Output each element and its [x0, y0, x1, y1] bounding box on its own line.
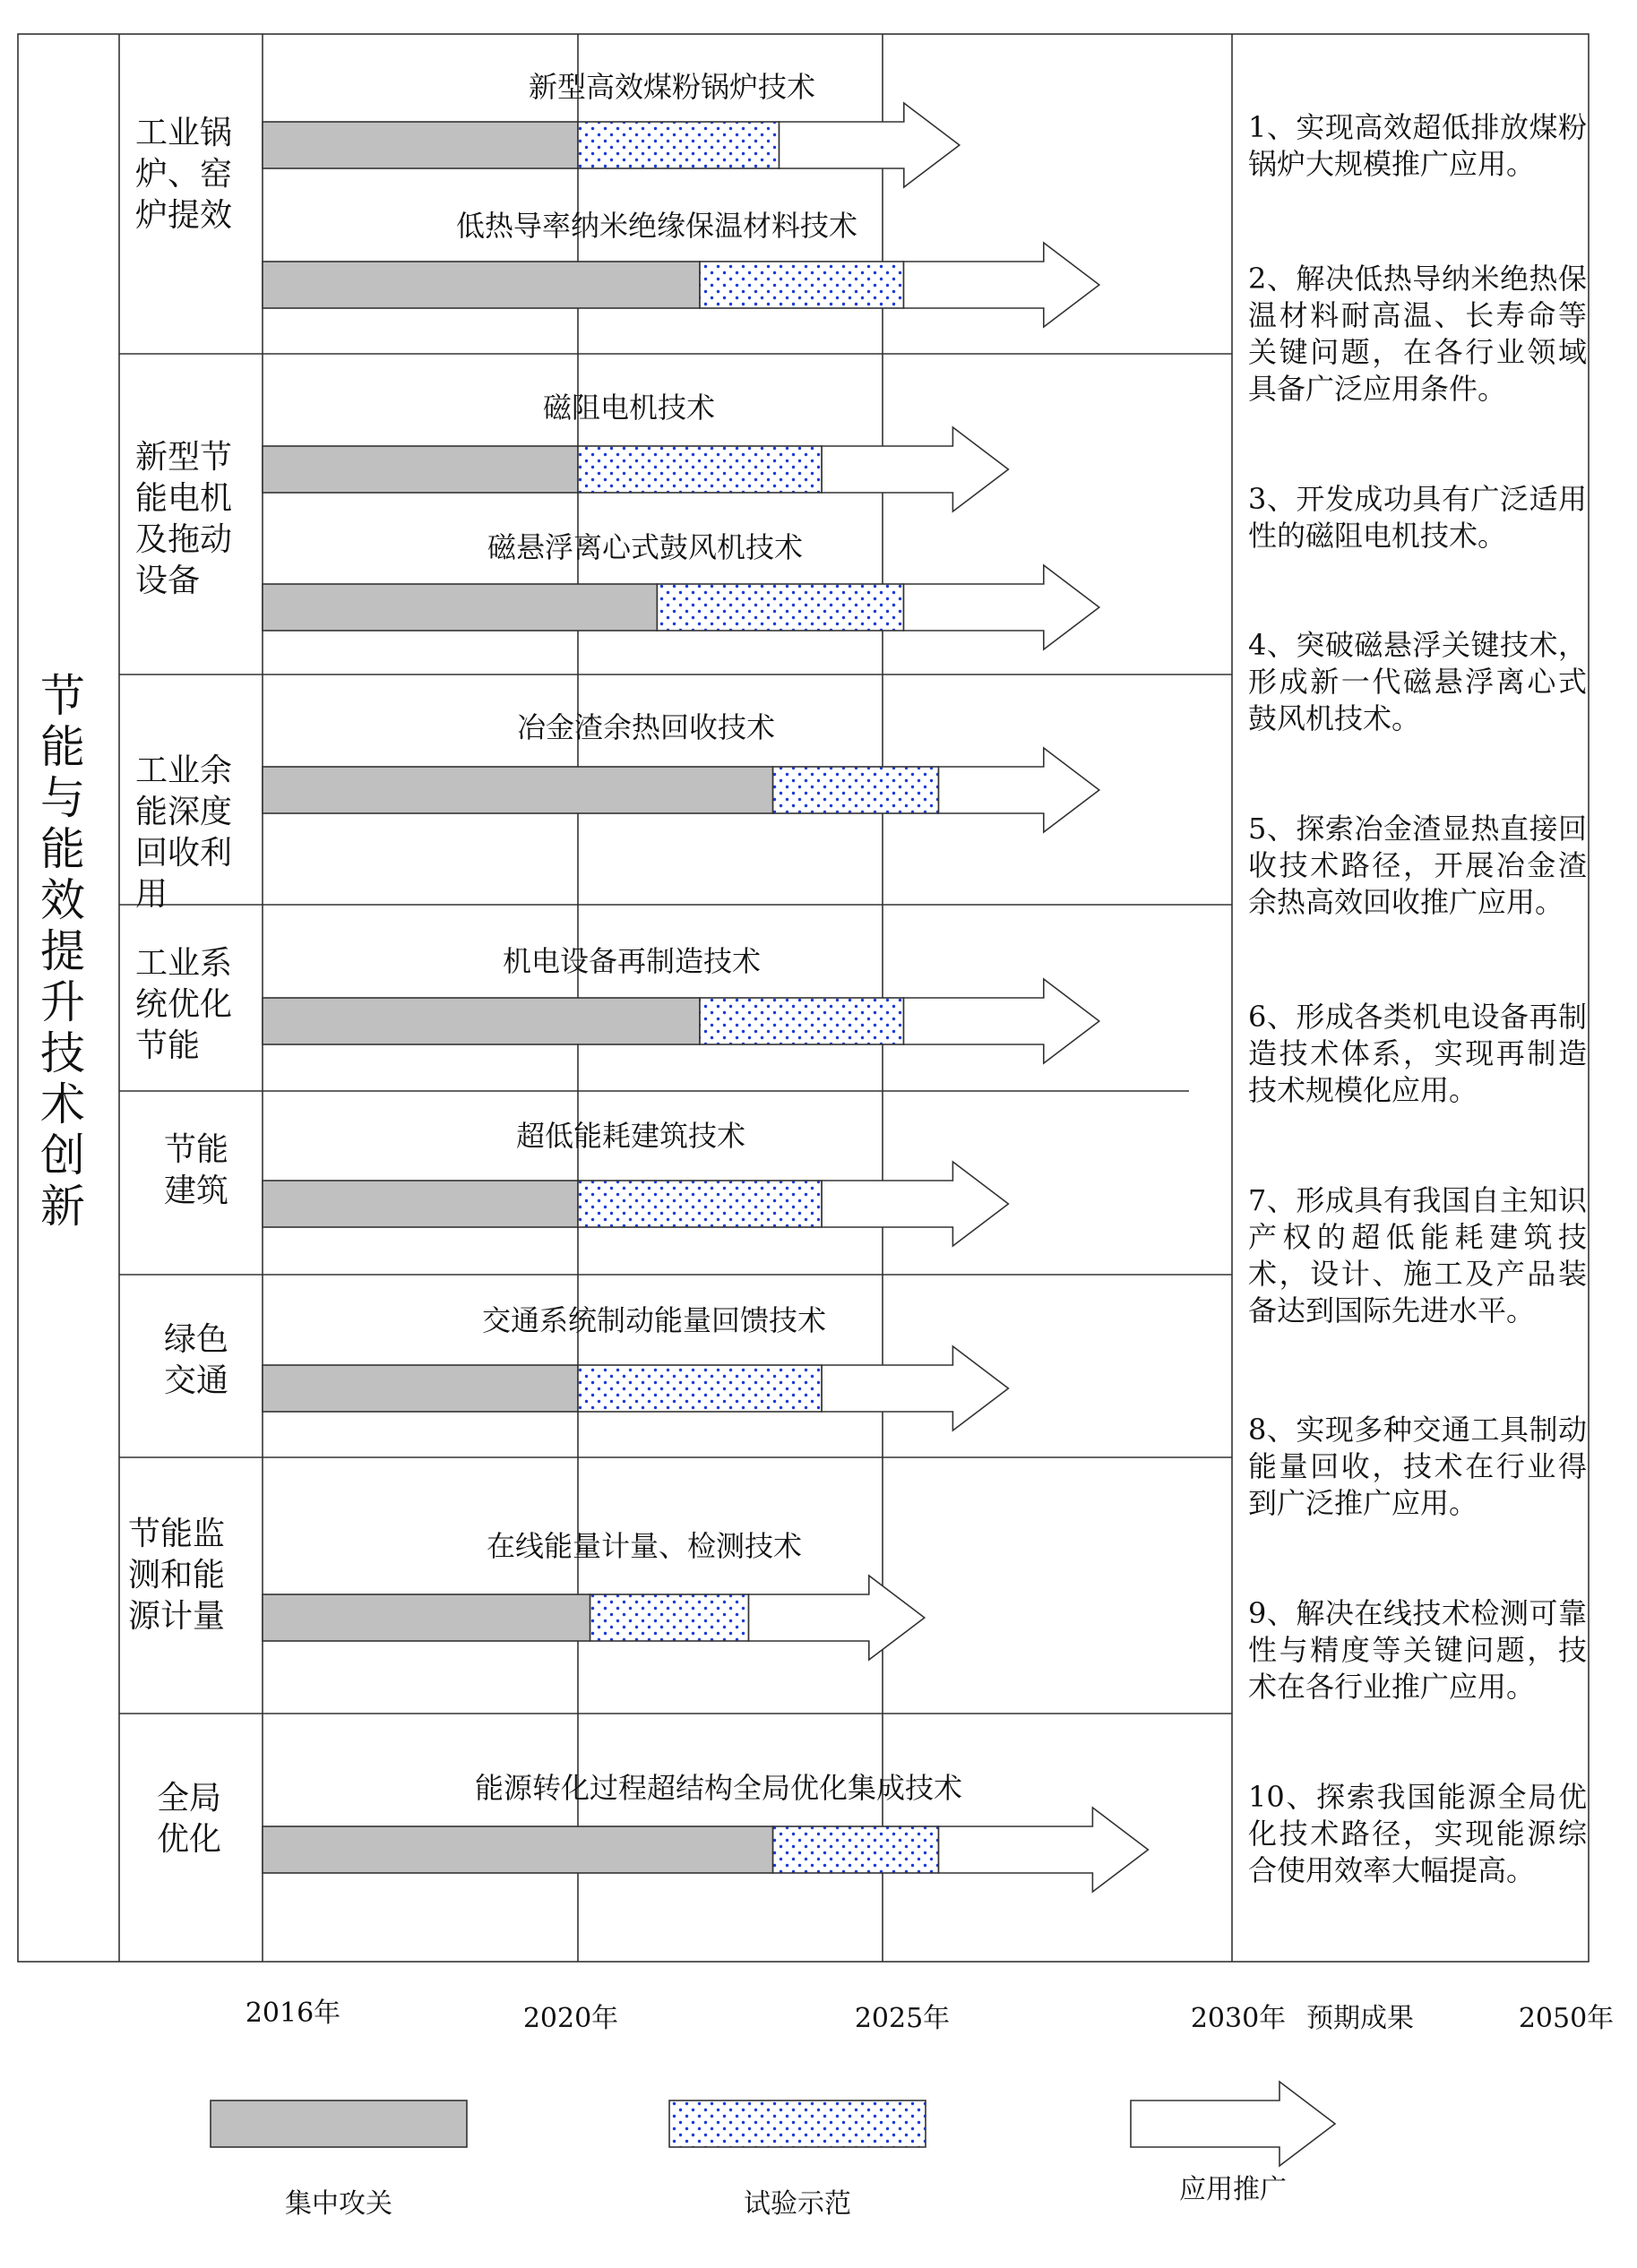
category-label-line: 全局	[157, 1780, 222, 1817]
focus-bar	[263, 446, 578, 493]
year-axis-label: 2050年	[1518, 2003, 1615, 2034]
category-label-line: 优化	[157, 1821, 222, 1858]
technology-bar-group	[263, 1808, 1148, 1892]
category-label-line: 能深度	[135, 794, 233, 830]
main-title-char: 升	[40, 976, 85, 1028]
category-label-line: 节能	[135, 1027, 201, 1064]
category-label-line: 设备	[135, 563, 201, 599]
technology-label: 磁悬浮离心式鼓风机技术	[487, 530, 804, 564]
main-title-char: 提	[40, 925, 85, 977]
technology-bar-group	[263, 979, 1099, 1063]
technology-label: 磁阻电机技术	[542, 391, 716, 425]
outcome-item: 4、突破磁悬浮关键技术，形成新一代磁悬浮离心式鼓风机技术。	[1248, 628, 1587, 735]
main-title-char: 节	[40, 670, 85, 722]
category-label-line: 回收利	[135, 835, 233, 872]
technology-bar-group	[263, 243, 1099, 327]
category-label	[135, 943, 232, 1067]
category-label	[135, 751, 232, 915]
demo-bar	[578, 446, 822, 493]
promotion-arrow	[938, 1808, 1148, 1892]
main-title-char: 能	[40, 823, 85, 875]
demo-bar	[578, 122, 779, 168]
demo-bar	[590, 1594, 749, 1641]
year-axis-label: 2016年	[245, 1997, 341, 2029]
focus-bar	[263, 1181, 578, 1227]
promotion-arrow	[748, 1576, 924, 1660]
focus-bar	[263, 998, 700, 1044]
demo-bar	[700, 262, 903, 308]
outcome-item: 3、开发成功具有广泛适用性的磁阻电机技术。	[1248, 482, 1587, 553]
main-title-char: 技	[40, 1027, 85, 1079]
promotion-arrow	[903, 243, 1099, 327]
legend-focus-swatch	[211, 2100, 467, 2147]
category-label-line: 建筑	[164, 1173, 229, 1209]
year-axis-label: 预期成果	[1306, 2003, 1414, 2034]
focus-bar	[263, 262, 700, 308]
technology-label: 在线能量计量、检测技术	[486, 1529, 803, 1563]
category-label-line: 工业系	[135, 945, 233, 982]
category-label	[164, 1319, 228, 1402]
focus-bar	[263, 1826, 773, 1873]
outcome-item: 8、实现多种交通工具制动能量回收，技术在行业得到广泛推广应用。	[1248, 1413, 1587, 1520]
category-label	[157, 1778, 221, 1860]
promotion-arrow	[779, 103, 959, 187]
promotion-arrow	[903, 565, 1099, 649]
technology-label: 新型高效煤粉锅炉技术	[528, 70, 816, 104]
main-title	[27, 671, 99, 1233]
main-title-char: 效	[40, 874, 85, 926]
focus-bar	[263, 584, 657, 631]
promotion-arrow	[822, 427, 1008, 511]
category-label-line: 炉、窑	[135, 156, 233, 193]
main-title-char: 与	[40, 772, 85, 824]
technology-label: 冶金渣余热回收技术	[516, 710, 776, 744]
year-axis-label: 2025年	[854, 2003, 951, 2034]
category-label-line: 用	[135, 876, 168, 913]
promotion-arrow	[822, 1346, 1008, 1430]
category-label	[135, 113, 232, 236]
main-title-char: 能	[40, 721, 85, 773]
category-label-line: 工业锅	[135, 115, 233, 151]
technology-bar-group	[263, 565, 1099, 649]
promotion-arrow	[903, 979, 1099, 1063]
category-label-line: 工业余	[135, 752, 233, 789]
promotion-arrow	[822, 1162, 1008, 1246]
demo-bar	[578, 1365, 822, 1412]
category-label-line: 交通	[164, 1362, 229, 1399]
category-label-line: 统优化	[135, 986, 233, 1023]
demo-bar	[773, 767, 939, 813]
main-title-char: 创	[40, 1130, 85, 1181]
category-label-line: 节能	[164, 1131, 229, 1168]
category-label	[164, 1130, 228, 1212]
demo-bar	[578, 1181, 822, 1227]
legend-marks	[211, 2082, 1335, 2166]
category-label	[128, 1514, 225, 1637]
technology-label: 能源转化过程超结构全局优化集成技术	[474, 1771, 963, 1805]
demo-bar	[700, 998, 903, 1044]
outcome-item: 9、解决在线技术检测可靠性与精度等关键问题，技术在各行业推广应用。	[1248, 1596, 1587, 1704]
legend-label-demo: 试验示范	[744, 2188, 851, 2220]
outcome-item: 5、探索冶金渣显热直接回收技术路径，开展冶金渣余热高效回收推广应用。	[1248, 812, 1587, 919]
outcome-item: 10、探索我国能源全局优化技术路径，实现能源综合使用效率大幅提高。	[1248, 1780, 1587, 1887]
technology-label: 交通系统制动能量回馈技术	[481, 1303, 827, 1337]
category-label-line: 能电机	[135, 480, 233, 517]
category-label-line: 源计量	[128, 1598, 226, 1635]
technology-bar-group	[263, 1346, 1008, 1430]
category-label-line: 测和能	[128, 1557, 226, 1594]
outcome-item: 6、形成各类机电设备再制造技术体系，实现再制造技术规模化应用。	[1248, 1000, 1587, 1107]
legend-label-promotion: 应用推广	[1179, 2174, 1287, 2205]
technology-label: 机电设备再制造技术	[502, 944, 762, 978]
technology-label: 低热导率纳米绝缘保温材料技术	[455, 209, 858, 243]
year-axis-label: 2020年	[522, 2003, 619, 2034]
demo-bar	[657, 584, 903, 631]
demo-bar	[773, 1826, 939, 1873]
technology-bar-group	[263, 748, 1099, 832]
outcome-item: 2、解决低热导纳米绝热保温材料耐高温、长寿命等关键问题，在各行业领域具备广泛应用条件。	[1248, 262, 1587, 406]
technology-bars	[263, 103, 1148, 1892]
outcome-item: 1、实现高效超低排放煤粉锅炉大规模推广应用。	[1248, 110, 1587, 181]
focus-bar	[263, 122, 578, 168]
category-label-line: 及拖动	[135, 521, 233, 558]
technology-bar-group	[263, 103, 960, 187]
main-title-char: 术	[40, 1078, 85, 1130]
legend-demo-swatch	[669, 2100, 926, 2147]
focus-bar	[263, 1365, 578, 1412]
focus-bar	[263, 767, 773, 813]
legend-promotion-arrow	[1131, 2082, 1335, 2166]
focus-bar	[263, 1594, 590, 1641]
promotion-arrow	[938, 748, 1099, 832]
technology-bar-group	[263, 427, 1008, 511]
legend-label-focus: 集中攻关	[285, 2188, 392, 2220]
category-label-line: 绿色	[164, 1321, 229, 1358]
main-title-char: 新	[40, 1181, 85, 1233]
category-label-line: 新型节	[135, 439, 233, 476]
year-axis-label: 2030年	[1190, 2003, 1287, 2034]
outcome-item: 7、形成具有我国自主知识产权的超低能耗建筑技术，设计、施工及产品装备达到国际先进水平。	[1248, 1183, 1587, 1327]
category-label	[135, 437, 232, 602]
technology-label: 超低能耗建筑技术	[515, 1119, 746, 1153]
technology-bar-group	[263, 1576, 925, 1660]
technology-bar-group	[263, 1162, 1008, 1246]
category-label-line: 炉提效	[135, 197, 233, 234]
category-label-line: 节能监	[128, 1516, 226, 1552]
